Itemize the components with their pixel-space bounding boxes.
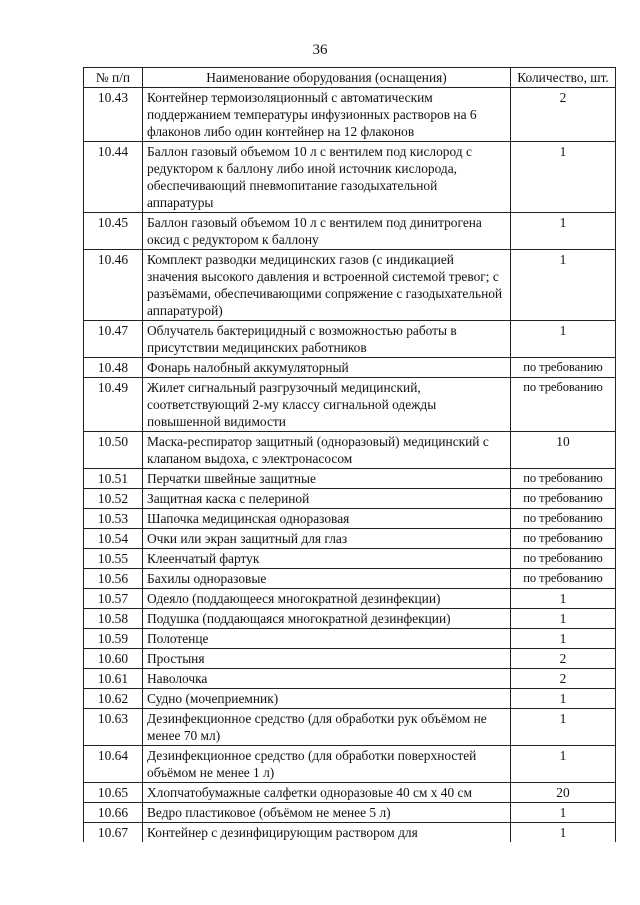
row-number: 10.54	[84, 529, 143, 549]
row-name: Очки или экран защитный для глаз	[143, 529, 511, 549]
row-quantity: 1	[511, 803, 616, 823]
table-row	[84, 609, 616, 629]
row-name: Комплект разводки медицинских газов (с индикацией значения высокого давления и встроенной системой тревог; с разъёмами, обеспечивающими сопряжение с газодыхательной аппаратурой)	[143, 250, 511, 321]
table-row	[84, 489, 616, 509]
row-number: 10.67	[84, 823, 143, 843]
row-number: 10.66	[84, 803, 143, 823]
table-row	[84, 803, 616, 823]
row-quantity: по требованию	[511, 489, 616, 509]
row-quantity: 1	[511, 689, 616, 709]
row-name: Облучатель бактерицидный с возможностью работы в присутствии медицинских работников	[143, 321, 511, 358]
row-quantity: 1	[511, 250, 616, 321]
table-row	[84, 321, 616, 358]
table-row	[84, 378, 616, 432]
table-row	[84, 649, 616, 669]
row-name: Ведро пластиковое (объёмом не менее 5 л)	[143, 803, 511, 823]
row-quantity: 1	[511, 823, 616, 843]
table-row	[84, 746, 616, 783]
row-quantity: по требованию	[511, 378, 616, 432]
table-body	[84, 88, 616, 843]
row-quantity: по требованию	[511, 529, 616, 549]
table-row	[84, 689, 616, 709]
row-quantity: 20	[511, 783, 616, 803]
row-number: 10.49	[84, 378, 143, 432]
row-number: 10.61	[84, 669, 143, 689]
equipment-table	[83, 67, 616, 842]
row-name: Баллон газовый объемом 10 л с вентилем под кислород с редуктором к баллону либо иной источник кислорода, обеспечивающий пневмопитание газодыхательной аппаратуры	[143, 142, 511, 213]
table-row	[84, 549, 616, 569]
header-name: Наименование оборудования (оснащения)	[143, 68, 511, 88]
page-number: 36	[312, 42, 328, 58]
table-row	[84, 509, 616, 529]
row-number: 10.48	[84, 358, 143, 378]
row-quantity: 1	[511, 609, 616, 629]
row-name: Подушка (поддающаяся многократной дезинфекции)	[143, 609, 511, 629]
table-row	[84, 823, 616, 843]
row-number: 10.45	[84, 213, 143, 250]
row-number: 10.62	[84, 689, 143, 709]
row-quantity: 2	[511, 649, 616, 669]
table-row	[84, 142, 616, 213]
row-number: 10.47	[84, 321, 143, 358]
row-number: 10.59	[84, 629, 143, 649]
row-number: 10.60	[84, 649, 143, 669]
row-name: Баллон газовый объемом 10 л с вентилем под динитрогена оксид с редуктором к баллону	[143, 213, 511, 250]
table-row	[84, 589, 616, 609]
row-number: 10.50	[84, 432, 143, 469]
row-name: Фонарь налобный аккумуляторный	[143, 358, 511, 378]
row-quantity: по требованию	[511, 358, 616, 378]
row-number: 10.55	[84, 549, 143, 569]
row-quantity: 1	[511, 142, 616, 213]
row-number: 10.51	[84, 469, 143, 489]
row-quantity: 1	[511, 629, 616, 649]
row-number: 10.57	[84, 589, 143, 609]
table-row	[84, 629, 616, 649]
row-name: Перчатки швейные защитные	[143, 469, 511, 489]
row-name: Судно (мочеприемник)	[143, 689, 511, 709]
row-number: 10.63	[84, 709, 143, 746]
table-row	[84, 213, 616, 250]
table-row	[84, 529, 616, 549]
row-quantity: 1	[511, 746, 616, 783]
row-name: Контейнер термоизоляционный с автоматическим поддержанием температуры инфузионных растворов на 6 флаконов либо один контейнер на 12 флаконов	[143, 88, 511, 142]
row-quantity: 1	[511, 589, 616, 609]
table-row	[84, 669, 616, 689]
row-name: Бахилы одноразовые	[143, 569, 511, 589]
row-name: Полотенце	[143, 629, 511, 649]
row-quantity: 1	[511, 213, 616, 250]
row-quantity: 1	[511, 709, 616, 746]
row-quantity: 1	[511, 321, 616, 358]
row-name: Одеяло (поддающееся многократной дезинфекции)	[143, 589, 511, 609]
row-name: Дезинфекционное средство (для обработки рук объёмом не менее 70 мл)	[143, 709, 511, 746]
row-name: Хлопчатобумажные салфетки одноразовые 40 см х 40 см	[143, 783, 511, 803]
table-row	[84, 432, 616, 469]
row-number: 10.44	[84, 142, 143, 213]
row-number: 10.53	[84, 509, 143, 529]
row-number: 10.64	[84, 746, 143, 783]
row-number: 10.43	[84, 88, 143, 142]
table-row	[84, 783, 616, 803]
row-quantity: 10	[511, 432, 616, 469]
row-number: 10.46	[84, 250, 143, 321]
table-row	[84, 250, 616, 321]
row-quantity: по требованию	[511, 469, 616, 489]
table-row	[84, 469, 616, 489]
table-row	[84, 569, 616, 589]
row-number: 10.58	[84, 609, 143, 629]
row-name: Клеенчатый фартук	[143, 549, 511, 569]
row-number: 10.65	[84, 783, 143, 803]
header-num: № п/п	[84, 68, 143, 88]
header-qty: Количество, шт.	[511, 68, 616, 88]
table-row	[84, 358, 616, 378]
row-name: Простыня	[143, 649, 511, 669]
row-number: 10.56	[84, 569, 143, 589]
row-name: Защитная каска с пелериной	[143, 489, 511, 509]
row-name: Маска-респиратор защитный (одноразовый) медицинский с клапаном выдоха, с электронасосом	[143, 432, 511, 469]
row-quantity: 2	[511, 88, 616, 142]
table-row	[84, 709, 616, 746]
row-name: Жилет сигнальный разгрузочный медицинский, соответствующий 2-му классу сигнальной одежды повышенной видимости	[143, 378, 511, 432]
table-header-row	[84, 68, 616, 88]
row-name: Дезинфекционное средство (для обработки поверхностей объёмом не менее 1 л)	[143, 746, 511, 783]
row-number: 10.52	[84, 489, 143, 509]
row-name: Контейнер с дезинфицирующим раствором для	[143, 823, 511, 843]
row-quantity: 2	[511, 669, 616, 689]
row-name: Наволочка	[143, 669, 511, 689]
table-row	[84, 88, 616, 142]
row-quantity: по требованию	[511, 549, 616, 569]
row-quantity: по требованию	[511, 569, 616, 589]
row-quantity: по требованию	[511, 509, 616, 529]
row-name: Шапочка медицинская одноразовая	[143, 509, 511, 529]
